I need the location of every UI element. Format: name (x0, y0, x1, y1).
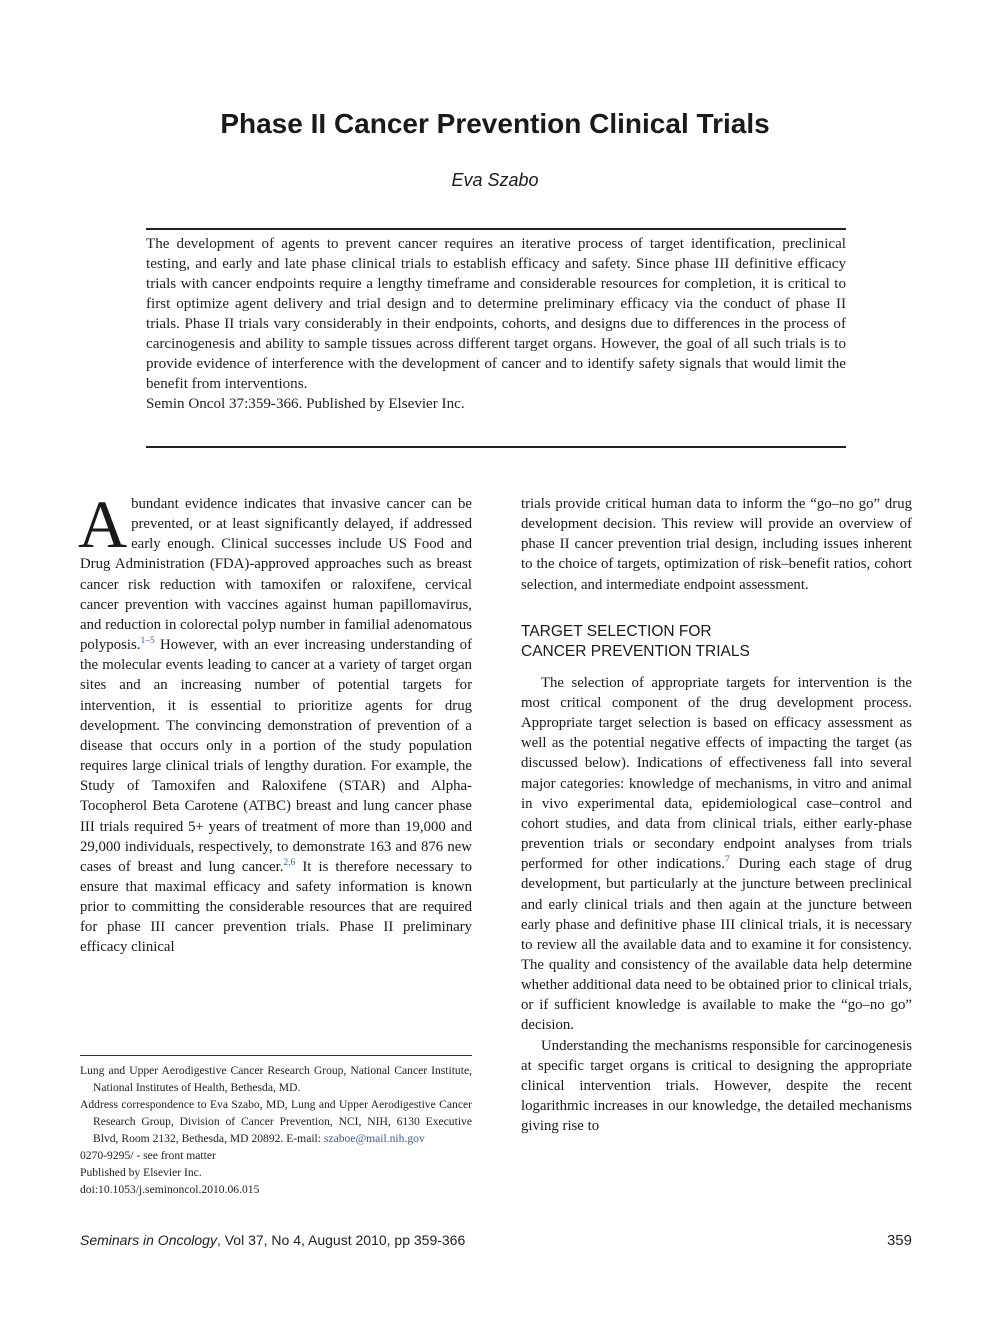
abstract (146, 234, 846, 414)
section-heading (521, 622, 912, 662)
page-number: 359 (886, 1232, 912, 1249)
article-title: Phase II Cancer Prevention Clinical Trials (220, 108, 770, 139)
right-column (521, 494, 912, 1136)
footnote-address (80, 1096, 472, 1147)
section-heading-line-1: TARGET SELECTION FOR (521, 622, 712, 640)
author-name: Eva Szabo (451, 170, 539, 190)
footnote-publisher: Published by Elsevier Inc. (80, 1166, 202, 1179)
journal-footer (80, 1232, 465, 1248)
paragraph-text-part-1: The selection of appropriate targets for intervention is the most critical component of the drug development process. Appropriate target selection is based on efficacy assessment as well as the potential negative effects of impacting the target (as discussed below). Indications of effectiveness fall into several major categories: knowledge of mechanisms, in vitro and animal in vivo experimental data, epidemiological case–control and cohort studies, and data from clinical trials, either early-phase prevention trials or secondary endpoint analyses from trials performed for other indications. (521, 674, 912, 873)
intro-continued: trials provide critical human data to inform the “go–no go” drug development decision. This review will provide an overview of phase II cancer prevention trial design, including issues inherent to the choice of targets, optimization of risk–benefit ratios, cohort selection, and intermediate endpoint assessment. (521, 496, 912, 593)
abstract-citation: Semin Oncol 37:359-366. Published by Elsevier Inc. (146, 396, 465, 412)
intro-text-part-2: However, with an ever increasing understanding of the molecular events leading to cancer at a variety of target organ sites and an increasing number of potential targets for intervention, it is essential to prioritize agents for drug development. The convincing demonstration of prevention of a disease that occurs only in a portion of the study population requires large clinical trials of lengthy duration. For example, the Study of Tamoxifen and Raloxifene (STAR) and Alpha-Tocopherol Beta Carotene (ATBC) breast and lung cancer phase III trials required 5+ years of treatment of more than 19,000 and 29,000 individuals, respectively, to demonstrate 163 and 876 new cases of breast and lung cancer. (80, 637, 472, 875)
address-text: Address correspondence to Eva Szabo, MD, Lung and Upper Aerodigestive Cancer Research Group, Division of Cancer Prevention, NCI, NIH, 6130 Executive Blvd, Room 2132, Bethesda, MD 20892. E-mail: (80, 1098, 472, 1145)
footnote-affiliation: Lung and Upper Aerodigestive Cancer Research Group, National Cancer Institute, National Institutes of Health, Bethesda, MD. (80, 1064, 472, 1094)
footnotes (80, 1062, 472, 1198)
journal-name: Seminars in Oncology (80, 1232, 217, 1248)
intro-paragraph (78, 486, 472, 958)
abstract-text: The development of agents to prevent cancer requires an iterative process of target identification, preclinical testing, and early and late phase clinical trials to establish efficacy and safety. Since phase III definitive efficacy trials with cancer endpoints require a lengthy timeframe and considerable resources for completion, it is critical to first optimize agent delivery and trial design and to determine preliminary efficacy via the conduct of phase II trials. Phase II trials vary considerably in their endpoints, cohorts, and designs due to differences in the process of carcinogenesis and ability to sample tissues across different target organs. However, the goal of all such trials is to provide evidence of interference with the development of cancer and to identify safety signals that would limit the benefit from interventions. (146, 236, 846, 392)
mechanisms-paragraph: Understanding the mechanisms responsible for carcinogenesis at specific target organs is critical to designing the appropriate clinical intervention trials. However, despite the recent logarithmic increases in our knowledge, the detailed mechanisms giving rise to (521, 1037, 912, 1135)
footnote-issn: 0270-9295/ - see front matter (80, 1149, 216, 1162)
drop-cap: A (78, 486, 128, 562)
target-selection-paragraph (521, 673, 912, 1036)
intro-text-part-3: It is therefore necessary to ensure that maximal efficacy and safety information is known prior to committing the considerable resources that are required for phase III cancer prevention trials. Phase II preliminary efficacy clinical (80, 858, 472, 956)
footnote-rule (80, 1055, 472, 1056)
reference-link[interactable]: 7 (724, 855, 730, 866)
reference-link[interactable]: 2,6 (283, 857, 296, 868)
footnote-doi[interactable]: doi:10.1053/j.seminoncol.2010.06.015 (80, 1183, 260, 1196)
email-link[interactable]: szaboe@mail.nih.gov (323, 1132, 425, 1145)
section-heading-line-2: CANCER PREVENTION TRIALS (521, 642, 750, 660)
abstract-top-rule (146, 228, 846, 230)
journal-details: , Vol 37, No 4, August 2010, pp 359-366 (216, 1232, 466, 1248)
reference-link[interactable]: 1–5 (140, 636, 155, 647)
abstract-bottom-rule (146, 446, 846, 448)
intro-text-part-1: bundant evidence indicates that invasive cancer can be prevented, or at least significantly delayed, if addressed early enough. Clinical successes include US Food and Drug Administration (FDA)-approved approaches such as breast cancer risk reduction with tamoxifen or raloxifene, cervical cancer prevention with vaccines against human papillomavirus, and reduction in colorectal polyp number in familial adenomatous polyposis. (80, 496, 472, 654)
left-column (78, 486, 472, 958)
paragraph-text-part-2: During each stage of drug development, but particularly at the juncture between preclinical and early clinical trials and then again at the juncture between early phase and definitive phase III clinical trials, it is necessary to review all the available data and to examine it for consistency. The quality and consistency of the available data help determine whether additional data need to be obtained prior to clinical trials, or if sufficient knowledge is available to make the “go–no go” decision. (521, 856, 912, 1034)
